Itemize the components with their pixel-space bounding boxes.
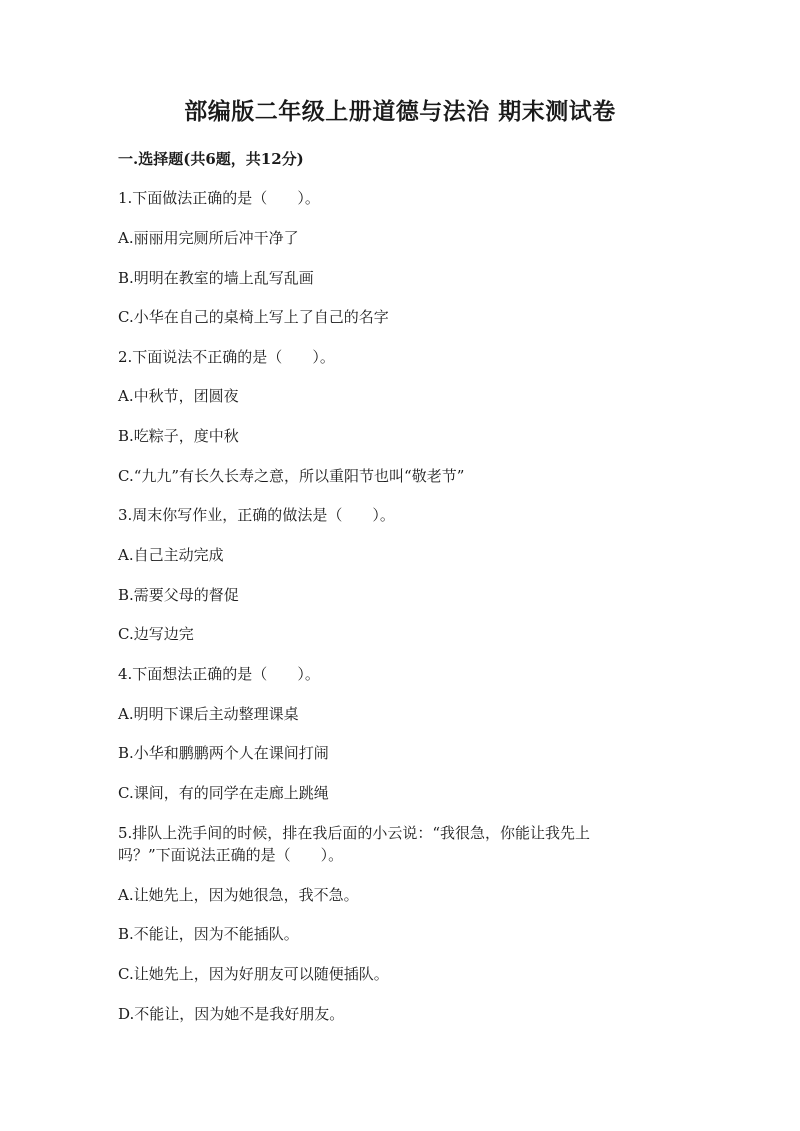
question-5-option-c: C.让她先上，因为好朋友可以随便插队。 <box>118 965 389 983</box>
question-5-stem-line-1: 5.排队上洗手间的时候，排在我后面的小云说：“我很急，你能让我先上 <box>118 824 590 842</box>
question-2-option-c: C.“九九”有长久长寿之意，所以重阳节也叫“敬老节” <box>118 467 465 485</box>
question-5-option-d: D.不能让，因为她不是我好朋友。 <box>118 1005 345 1023</box>
question-3-option-c: C.边写边完 <box>118 625 194 643</box>
question-4-option-a: A.明明下课后主动整理课桌 <box>118 705 299 723</box>
question-3-stem: 3.周末你写作业，正确的做法是（ ）。 <box>118 506 395 524</box>
question-5-option-a: A.让她先上，因为她很急，我不急。 <box>118 886 359 904</box>
question-2-option-b: B.吃粽子，度中秋 <box>118 427 239 445</box>
question-1-option-b: B.明明在教室的墙上乱写乱画 <box>118 269 314 287</box>
question-1-option-c: C.小华在自己的桌椅上写上了自己的名字 <box>118 308 389 326</box>
question-4-option-c: C.课间，有的同学在走廊上跳绳 <box>118 784 329 802</box>
question-5-stem-line-2: 吗？”下面说法正确的是（ ）。 <box>118 846 344 864</box>
question-1-stem: 1.下面做法正确的是（ ）。 <box>118 189 320 207</box>
question-2-stem: 2.下面说法不正确的是（ ）。 <box>118 348 335 366</box>
question-4-stem: 4.下面想法正确的是（ ）。 <box>118 665 320 683</box>
question-3-option-a: A.自己主动完成 <box>118 546 224 564</box>
question-2-option-a: A.中秋节，团圆夜 <box>118 387 239 405</box>
question-3-option-b: B.需要父母的督促 <box>118 586 239 604</box>
section-heading: 一.选择题(共6题，共12分) <box>118 150 304 168</box>
question-5-option-b: B.不能让，因为不能插队。 <box>118 925 299 943</box>
page-title: 部编版二年级上册道德与法治 期末测试卷 <box>184 98 616 125</box>
question-4-option-b: B.小华和鹏鹏两个人在课间打闹 <box>118 744 329 762</box>
question-1-option-a: A.丽丽用完厕所后冲干净了 <box>118 229 299 247</box>
